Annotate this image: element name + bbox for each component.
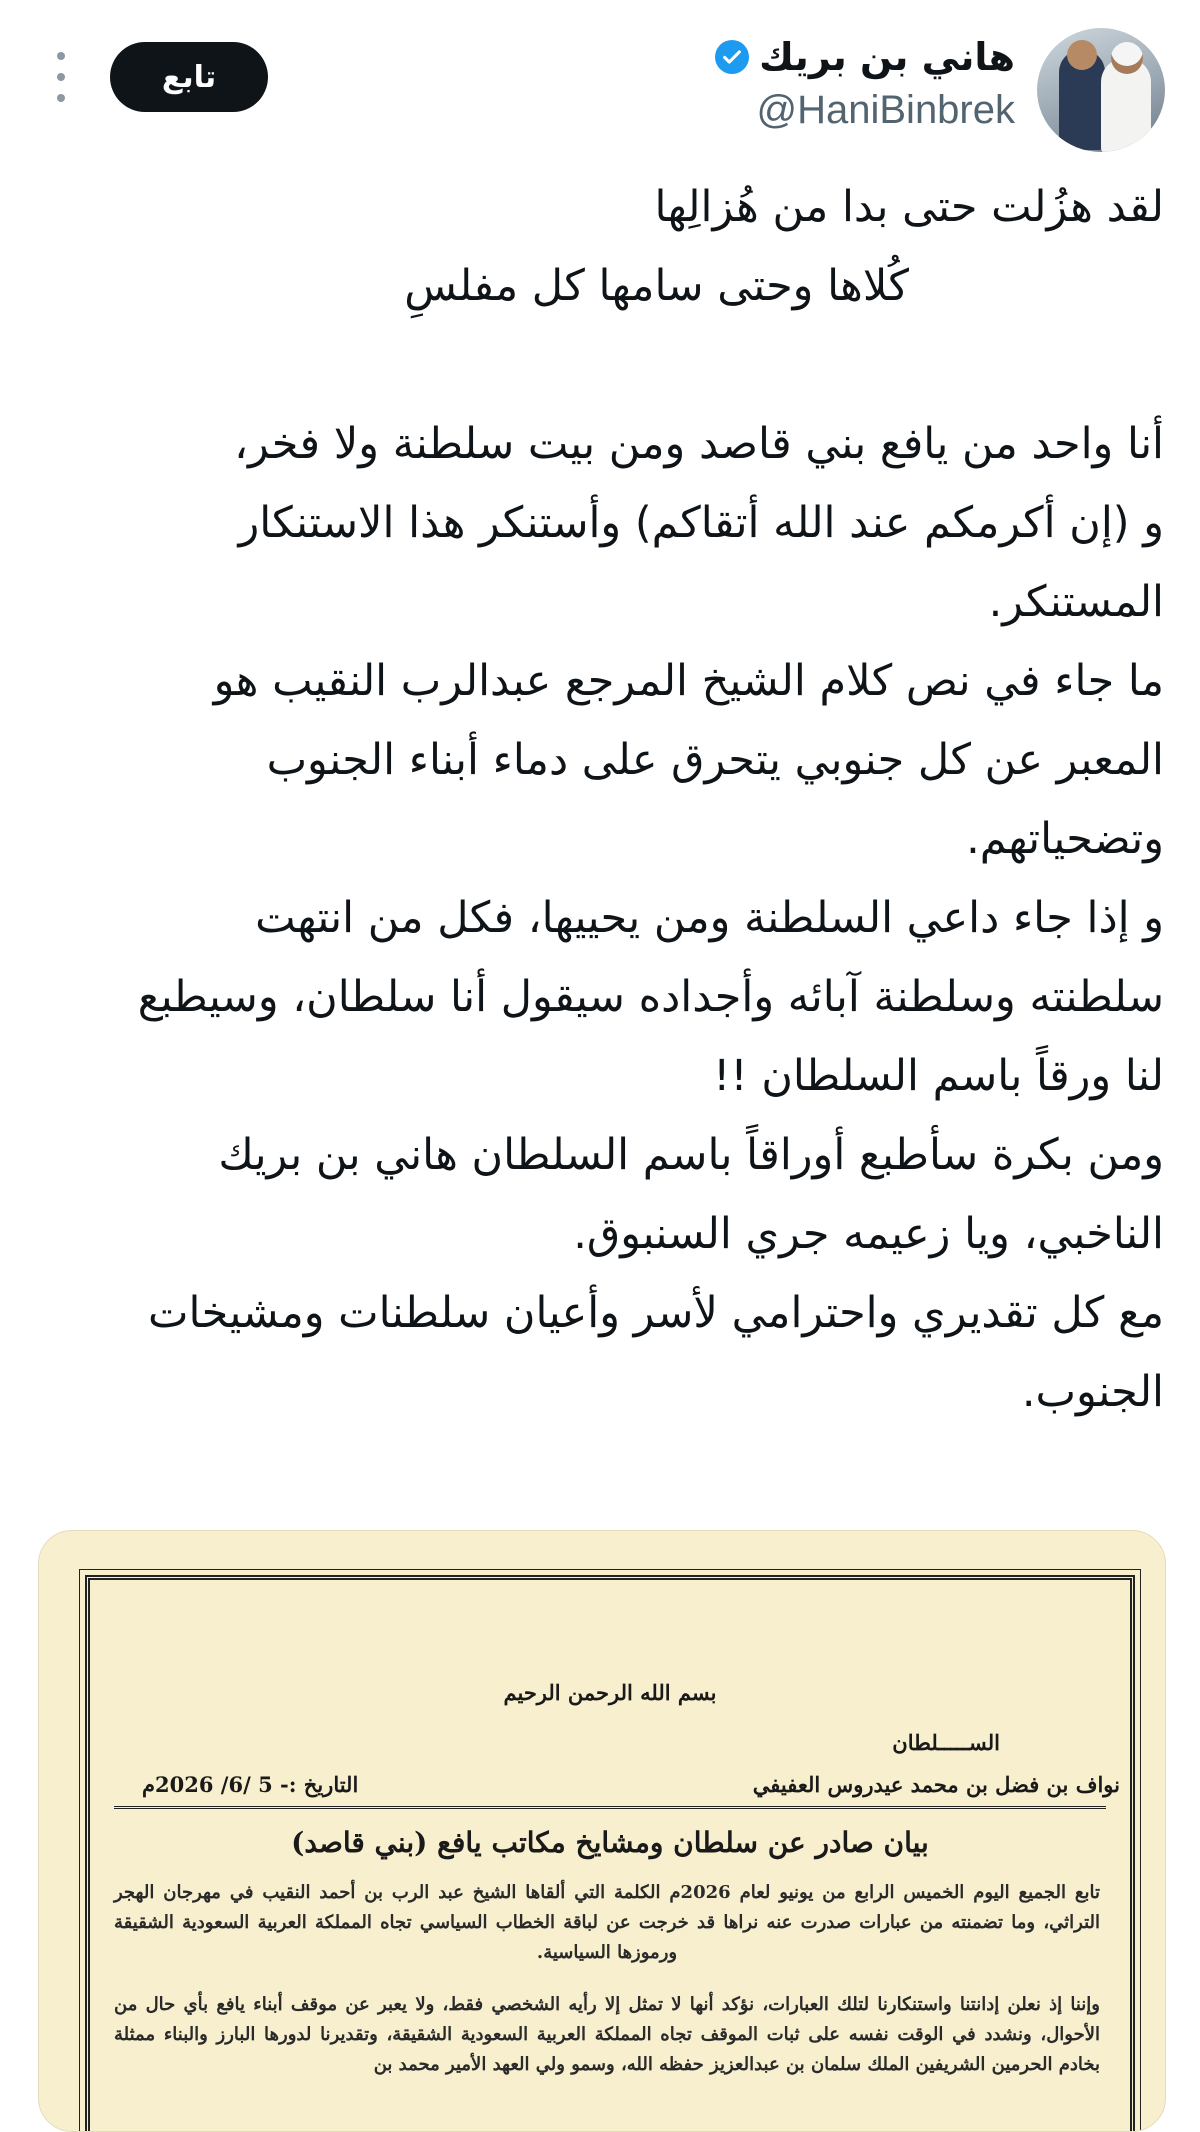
tweet-line: أنا واحد من يافع بني قاصد ومن بيت سلطنة ولا فخر،: [234, 419, 1164, 469]
avatar[interactable]: [1037, 28, 1165, 152]
document-divider: [114, 1806, 1106, 1809]
verified-badge-icon: [715, 40, 749, 74]
tweet-line: الناخبي، ويا زعيمه جري السنبوق.: [573, 1209, 1164, 1259]
tweet-line: سلطنته وسلطنة آبائه وأجداده سيقول أنا سلطان، وسيطبع: [137, 972, 1164, 1022]
document-heading: بيان صادر عن سلطان ومشايخ مكاتب يافع (بني قاصد): [291, 1826, 929, 1859]
verse-line-1: لقد هزُلت حتى بدا من هُزالِها: [654, 182, 1164, 232]
user-handle[interactable]: @HaniBinbrek: [756, 88, 1015, 132]
document-frame: [85, 1575, 1135, 2132]
avatar-head-left: [1067, 40, 1097, 70]
tweet-line: ما جاء في نص كلام الشيخ المرجع عبدالرب النقيب هو: [213, 656, 1164, 706]
tweet-line: لنا ورقاً باسم السلطان !!: [713, 1051, 1164, 1101]
blank-line: [34, 326, 1164, 405]
tweet-line: و (إن أكرمكم عند الله أتقاكم) وأستنكر هذا الاستنكار: [238, 498, 1164, 548]
document-paragraph-1: تابع الجميع اليوم الخميس الرابع من يونيو لعام 2026م الكلمة التي ألقاها الشيخ عبد الرب بن أحمد النقيب في مهرجان الهجر التراثي، وما تضمنته من عبارات صدرت عنه نراها قد خرجت عن لباقة الخطاب السياسي تجاه المملكة العربية السعودية الشقيقة ورموزها السياسية.: [114, 1882, 1101, 1963]
author-name-row[interactable]: [715, 32, 1015, 82]
document-date: التاريخ :- 5 /6/ 2026م: [142, 1772, 359, 1797]
attached-document-image[interactable]: [38, 1530, 1166, 2132]
tweet-line: وتضحياتهم.: [966, 814, 1164, 864]
verse-line-2: كُلاها وحتى سامها كل مفلسِ: [404, 261, 909, 311]
avatar-head-right: [1111, 42, 1143, 74]
follow-button[interactable]: تابع: [110, 42, 268, 112]
tweet-line: و إذا جاء داعي السلطنة ومن يحييها، فكل من انتهت: [255, 893, 1164, 943]
document-sultan-label: الســـــلطان: [892, 1730, 1000, 1755]
more-options-icon[interactable]: [50, 52, 72, 102]
tweet-line: الجنوب.: [1021, 1367, 1164, 1417]
tweet-line: ومن بكرة سأطبع أوراقاً باسم السلطان هاني بن بريك: [218, 1130, 1164, 1180]
document-issuer: نواف بن فضل بن محمد عيدروس العفيفي: [752, 1772, 1120, 1797]
document-basmala: بسم الله الرحمن الرحيم: [503, 1680, 717, 1705]
tweet-line: مع كل تقديري واحترامي لأسر وأعيان سلطنات ومشيخات: [148, 1288, 1164, 1338]
tweet-line: المستنكر.: [988, 577, 1164, 627]
tweet-line: المعبر عن كل جنوبي يتحرق على دماء أبناء الجنوب: [266, 735, 1164, 785]
tweet-text: [34, 168, 1164, 1432]
document-paragraph-2: وإننا إذ نعلن إدانتنا واستنكارنا لتلك العبارات، نؤكد أنها لا تمثل إلا رأيه الشخصي فقط، ولا يعبر عن موقف أبناء يافع بأي حال من الأحوال، ونشدد في الوقت نفسه على ثبات الموقف تجاه المملكة العربية السعودية الشقيقة، وتقديرنا لدورها البارز والبناء ممثلة بخادم الحرمين الشريفين الملك سلمان بن عبدالعزيز حفظه الله، وسمو ولي العهد الأمير محمد بن: [114, 1994, 1100, 2075]
tweet-header: [0, 0, 1200, 160]
display-name[interactable]: هاني بن بريك: [759, 35, 1015, 79]
